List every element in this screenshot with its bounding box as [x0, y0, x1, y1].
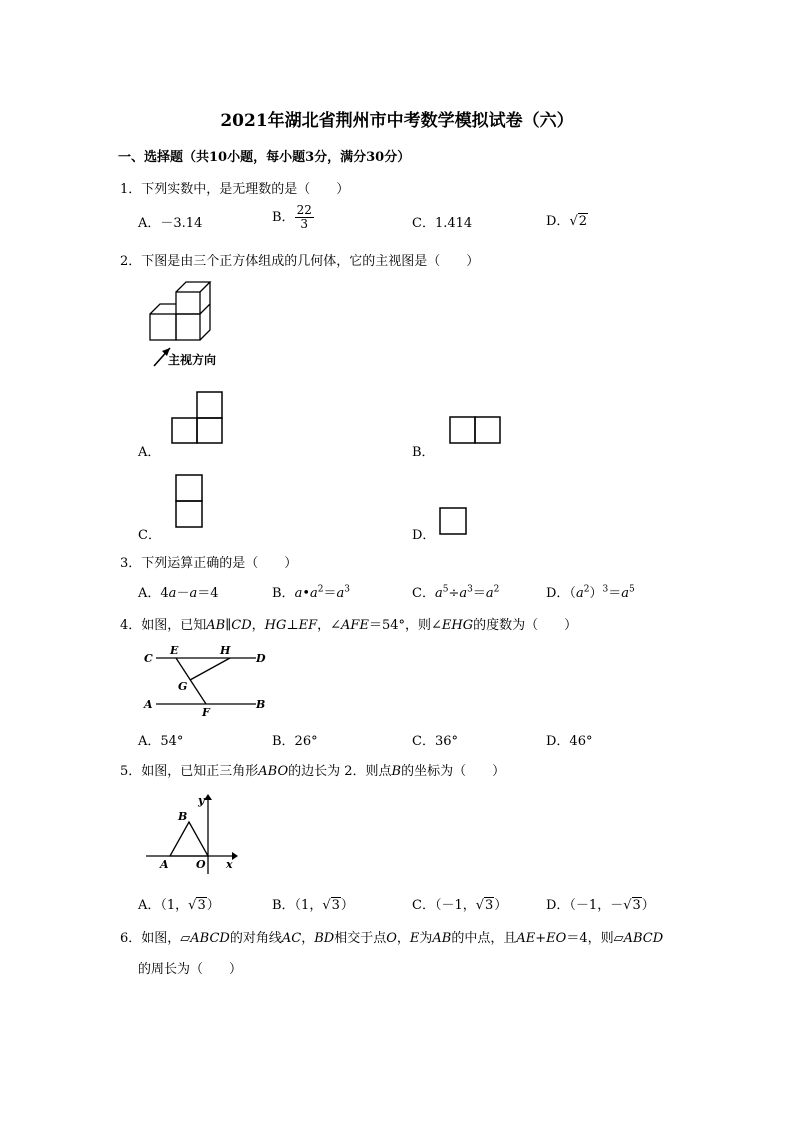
x-arrow-icon: [232, 852, 238, 860]
var: a: [575, 586, 584, 601]
q4-parallel-lines-figure: [142, 642, 272, 718]
q2-cube-figure: [140, 278, 250, 388]
text: ，: [301, 931, 315, 946]
q1-option-b-fraction: [295, 204, 314, 231]
q3-option-b[interactable]: [272, 582, 350, 601]
exp: 5: [628, 584, 635, 595]
q5-option-a[interactable]: [138, 894, 220, 913]
y-arrow-icon: [204, 794, 212, 800]
var: a: [434, 586, 443, 601]
text: 的对角线: [229, 931, 282, 946]
line-hg: [190, 658, 230, 680]
question-5-stem: [120, 760, 505, 779]
radicand: 3: [331, 898, 340, 913]
label-x: x: [226, 858, 233, 871]
label-E: E: [170, 644, 179, 657]
q2-option-d-figure: [438, 506, 470, 538]
label-D: D: [256, 652, 266, 665]
var: a: [294, 586, 303, 601]
question-2-stem: 2．下图是由三个正方体组成的几何体，它的主视图是（ ）: [120, 254, 480, 269]
sqrt-icon: √: [623, 898, 632, 913]
q3-option-c[interactable]: [412, 582, 499, 601]
var: a: [485, 586, 494, 601]
section-heading: 一、选择题（共10小题，每小题3分，满分30分）: [118, 150, 411, 165]
fraction-denominator: 3: [300, 217, 309, 231]
sqrt-icon: √: [569, 214, 578, 229]
question-4-stem: [120, 614, 577, 633]
exp: 3: [344, 584, 351, 595]
label-B: B: [256, 698, 266, 711]
q4-option-d[interactable]: D．46°: [546, 734, 593, 749]
q2-option-b[interactable]: B．: [412, 445, 435, 460]
var: B: [391, 764, 402, 779]
var: AE+EO: [516, 931, 567, 946]
label-A: A: [160, 858, 169, 871]
var: a: [189, 586, 198, 601]
text: 的边长为 2．则点: [288, 764, 392, 779]
q4-option-a[interactable]: A．54°: [138, 734, 184, 749]
q4-option-c[interactable]: C．36°: [412, 734, 458, 749]
text: B．: [272, 586, 295, 601]
label-H: H: [220, 644, 231, 657]
exp: 2: [493, 584, 500, 595]
q3-option-a[interactable]: [138, 582, 219, 601]
var: BD: [314, 931, 335, 946]
cube-left-front: [150, 314, 176, 340]
parallelogram-icon: ▱: [613, 931, 624, 946]
text: ÷: [448, 586, 460, 601]
text: 为: [419, 931, 433, 946]
radicand: 2: [578, 214, 588, 229]
text: ＝: [608, 586, 622, 601]
text: ，: [251, 618, 265, 633]
q2-option-c-figure: [174, 473, 206, 529]
q2-option-a-figure: [170, 390, 226, 446]
var: a: [168, 586, 177, 601]
text: ⊥: [286, 618, 299, 633]
radicand: 3: [485, 898, 494, 913]
var: ABCD: [190, 931, 230, 946]
question-6-line-1: [120, 927, 663, 946]
q1-option-d[interactable]: [546, 210, 588, 229]
question-3-stem: 3．下列运算正确的是（ ）: [120, 556, 298, 571]
q1-option-b[interactable]: [272, 204, 314, 231]
text: ＝4，则: [566, 931, 614, 946]
text: 的中点，且: [451, 931, 517, 946]
q5-option-b[interactable]: [272, 894, 354, 913]
q4-option-b[interactable]: B．26°: [272, 734, 318, 749]
text: D．（－1，－: [546, 898, 624, 913]
text: 5．如图，已知正三角形: [120, 764, 259, 779]
var: AFE: [341, 618, 369, 633]
sqrt-icon: √: [475, 898, 485, 913]
text: C．（－1，: [412, 898, 476, 913]
label-A: A: [144, 698, 153, 711]
label-y: y: [198, 794, 205, 807]
text: A．（1，: [138, 898, 189, 913]
q2-option-a[interactable]: A．: [138, 445, 161, 460]
text: ＝54°，则∠: [368, 618, 442, 633]
page-title: 2021年湖北省荆州市中考数学模拟试卷（六）: [220, 111, 574, 131]
sqrt-icon: √: [188, 898, 197, 913]
text: ）: [206, 898, 220, 913]
q2-option-b-figure: [448, 415, 504, 447]
text: D．（: [546, 586, 576, 601]
var: a: [459, 586, 468, 601]
text: 6．如图，: [120, 931, 181, 946]
var: HG: [264, 618, 287, 633]
text: B．（1，: [272, 898, 323, 913]
text: A．4: [138, 586, 169, 601]
var: AB: [432, 931, 452, 946]
text: ）: [589, 586, 603, 601]
text: •: [302, 586, 310, 601]
sqrt-icon: √: [322, 898, 331, 913]
exp: 2: [317, 584, 324, 595]
exp: 5: [442, 584, 449, 595]
q5-option-d[interactable]: [546, 894, 655, 913]
q1-option-c[interactable]: C．1.414: [412, 216, 473, 231]
fraction-numerator: 22: [296, 203, 312, 217]
cube-right-front: [176, 314, 200, 340]
radicand: 3: [197, 898, 206, 913]
question-1-stem: 1．下列实数中，是无理数的是（ ）: [120, 182, 350, 197]
label-C: C: [144, 652, 153, 665]
text: ，∠: [317, 618, 342, 633]
var: E: [409, 931, 420, 946]
text: ）: [641, 898, 655, 913]
q1-option-d-prefix: D．: [546, 214, 570, 229]
q5-triangle-figure: [142, 790, 242, 876]
text: ＝: [472, 586, 486, 601]
var: EF: [298, 618, 318, 633]
parallelogram-icon: ▱: [180, 931, 191, 946]
label-F: F: [202, 706, 210, 719]
text: －: [176, 586, 190, 601]
var: EHG: [441, 618, 474, 633]
exp: 3: [602, 584, 609, 595]
question-6-line-2: 的周长为（ ）: [138, 962, 243, 977]
label-G: G: [178, 680, 188, 693]
cube-left-top: [150, 304, 176, 314]
q1-option-b-prefix: B．: [272, 210, 295, 225]
var: ABO: [258, 764, 289, 779]
triangle-abo: [170, 822, 208, 856]
cube-top-front: [176, 292, 200, 314]
text: 4．如图，已知: [120, 618, 207, 633]
exp: 2: [583, 584, 590, 595]
text: ）: [494, 898, 508, 913]
q2-option-c[interactable]: C．: [138, 528, 161, 543]
text: C．: [412, 586, 435, 601]
label-O: O: [196, 858, 206, 871]
text: ）: [340, 898, 354, 913]
text: ∥: [225, 618, 232, 633]
q2-figure-caption: 主视方向: [168, 353, 217, 367]
var: O: [386, 931, 397, 946]
q3-option-d[interactable]: [546, 582, 635, 601]
text: ＝: [323, 586, 337, 601]
radicand: 3: [632, 898, 641, 913]
var: ABCD: [623, 931, 664, 946]
exp: 3: [467, 584, 473, 595]
var: AC: [281, 931, 302, 946]
label-B: B: [178, 810, 188, 823]
var: a: [336, 586, 345, 601]
var: a: [310, 586, 318, 601]
var: AB: [206, 618, 226, 633]
q5-option-c[interactable]: [412, 894, 507, 913]
var: CD: [231, 618, 252, 633]
q2-option-d[interactable]: D．: [412, 528, 436, 543]
text: 相交于点: [334, 931, 387, 946]
text: ＝4: [197, 586, 219, 601]
text: 的度数为（ ）: [473, 618, 578, 633]
q1-option-a[interactable]: A．－3.14: [138, 216, 203, 231]
cube-top-top: [176, 282, 210, 292]
text: 的坐标为（ ）: [401, 764, 506, 779]
var: a: [621, 586, 629, 601]
text: ，: [396, 931, 410, 946]
